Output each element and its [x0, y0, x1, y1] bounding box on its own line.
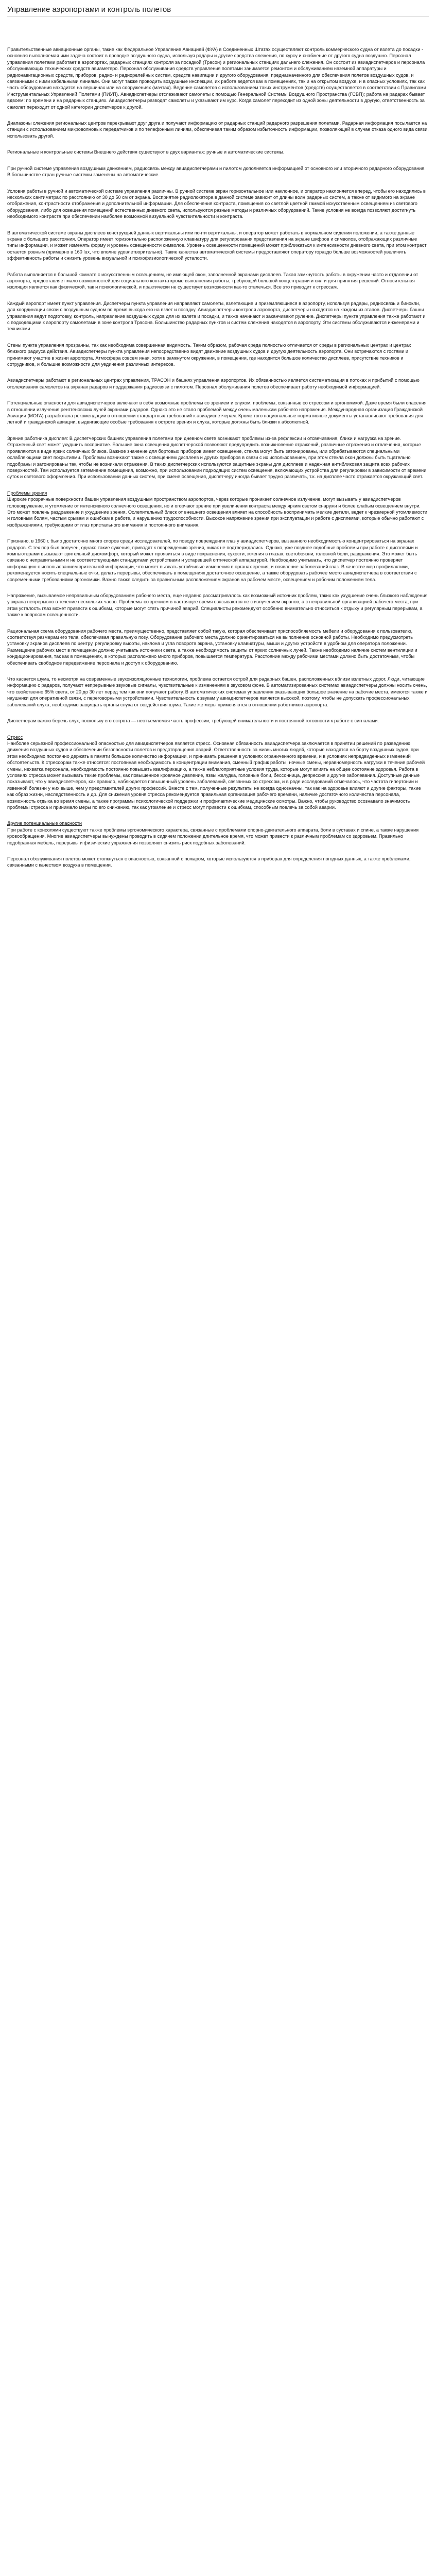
article-body [7, 19, 429, 869]
paragraph: Рациональная схема оборудования рабочего места, преимущественно, представляет собой такую, которая обеспечивает приспособляемость мебели и оборудования к пользователю, соответствуя размерам его тела, обеспечивая правильную позу. Оборудование рабочего места должно ориентироваться на выполнение основной работы. Необходимо предусмотреть установку экранов дисплеев по центру, регулировку высоты, наклона и угла поворота экрана, установку клавиатуры, мыши и других устройств в удобном для оператора положении. Размещение рабочих мест в помещении должно учитывать источники света, а также необходимость защиты от ярких солнечных лучей. Также необходимо наличие систем вентиляции и кондиционирования, так как в помещениях, в которых расположено много приборов, повышается температура. Расстояние между рабочими местами должно быть достаточным, чтобы обеспечивать свободное передвижение персонала и доступ к оборудованию. [7, 628, 417, 666]
paragraph: При работе с консолями существуют также проблемы эргономического характера, связанные с проблемами опорно-двигательного аппарата, боли в суставах и спине, а также нарушения кровообращения. Многие авиадиспетчеры вынуждены проводить в сидячем положении длительное время, что может привести к различным проблемам со здоровьем. Правильно подобранная мебель, перерывы и физические упражнения позволяют снизить риск подобных заболеваний. [7, 827, 419, 845]
paragraph: Стены пункта управления прозрачны, так как необходима совершенная видимость. Таким образом, рабочая среда полностью отличается от среды в региональных центрах и центрах близкого радиуса действия. Авиадиспетчеры пункта управления непосредственно видят движение воздушных судов и другую деятельность аэропорта. Они встречаются с гостями и принимают участие в жизни аэропорта. Атмосфера совсем иная, хотя в замкнутом окружении, в помещении, где находится большое количество дисплеев, присутствие техников и сотрудников, и большие возможности для уединения различных интересов. [7, 342, 411, 367]
paragraph: Диапазоны слежения региональных центров перекрывают друг друга и получают информацию от радарных станций радарного разрешения полетами. Радарная информация посылается на станции с использованием микроволновых передатчиков и по телефонным линиям, обеспечивая таким образом избыточность информации, позволяющей в случае отказа одного вида связи, использовать другой. [7, 121, 429, 139]
section-heading-other-hazards: Другие потенциальные опасности [7, 821, 82, 826]
page [0, 0, 436, 876]
section-heading-stress: Стресс [7, 734, 23, 740]
paragraph: Напряжение, вызываемое неправильным оборудованием рабочего места, еще недавно рассматривалось как возможный источник проблем, таких как ухудшение очень близкого наблюдения у экрана непрерывно в течение нескольких часов. Проблемы со зрением в настоящее время связываются не с излучением экранов, а с неправильной организацией рабочего места, при этом усталость глаз может привести к ошибкам, которые могут стать причиной аварий. Специалисты рекомендуют особенно внимательно относиться к отдыху и регулярным перерывам, а также к вопросам освещенности. [7, 593, 428, 618]
paragraph: Диспетчерам важно беречь слух, поскольку его острота — неотъемлемая часть профессии, требующей внимательности и постоянной готовности к работе с сигналами. [7, 718, 379, 724]
section-heading-vision: Проблемы зрения [7, 490, 47, 496]
paragraph: При ручной системе управления воздушным движением, радиосвязь между авиадиспетчерами и пилотом дополняется информацией от основного или вторичного радарного оборудования. В большинстве стран ручные системы заменены на автоматические. [7, 165, 426, 178]
paragraph: Признано, в 1960 г. было достаточно много споров среди исследователей, по поводу повреждения глаз у авиадиспетчеров, вызванного необходимостью концентрироваться на экранах радаров. С тех пор был получен, однако такие сужения, приводят к повреждению зрения, никак не подтверждались. Однако, уже позднее подобные проблемы при работе с дисплеями и компьютерами вызывают зрительный дискомфорт, который может проявиться в виде покраснения, сухости, жжения в глазах, светобоязни, головной боли, раздражения. Это может быть связано с неправильными и не соответствующими стандартами устройствами и устаревшей оптической аппаратурой. Необходимо учитывать, что диспетчер постоянно проверяет информацию с использованием зрительной информации, что может вызвать устойчивые изменения в органах зрения, и появление заболеваний глаз. В качестве мер профилактики, рекомендуется носить специальные очки, делать перерывы, обеспечивать в помещениях достаточное освещение, а также оборудовать рабочее место авиадиспетчера в соответствии с современными требованиями эргономики. Важно также следить за правильным расположением экранов на рабочем месте, освещением и рабочим положением тела. [7, 538, 418, 582]
paragraph: Правительственные авиационные органы, такие как Федеральное Управление Авиацией (ФУА) в Соединенных Штатах осуществляют контроль коммерческого судна от взлета до посадки - основная выполняемая ими задача состоит в проводке воздушного судна, используя радары и другие средства слежения, по курсу и снабжение от другого судна воздушно. Персонал управления полетами работает в аэропортах, радарных станциях контроля за посадкой (Трасон) и региональных станциях дальнего слежения. Он состоит из авиадиспетчеров и персонала обслуживающих технических средств авиаметеро. Персонал обслуживания средств управления полетами занимается ремонтом и обслуживанием наземной аппаратуры и радионавигационных средств, приборов, радио- и радиорелейных систем, средств навигации и другого оборудования, предназначенного для обеспечения полетов воздушных судов, и связанными с ними кабельными линиями. Они могут также проводить воздушные инспекции, их работа ведется как в помещениях, так и на открытом воздухе, и в опасных условиях, так как часть оборудования находится на вершинах или на сооружениях (мачтах). Ведение самолетов с использованием таких инструментов (средств) осуществляется в соответствии с Правилами Инструментальных Управлений Полетами (ПИУП). Авиадиспетчеры отслеживают самолеты с помощью Генеральной Системы Воздушного Пространства (ГСВП); работа на радарах бывает вдвоем: по времени и на радарных станциях. Авиадиспетчеры разводят самолеты и указывают им курс. Когда самолет переходит из одной зоны деятельности в другую, ответственность за самолет переходит от одной категории диспетчеров к другой. [7, 47, 426, 110]
paragraph: Персонал обслуживания полетов может столкнуться с опасностью, связанной с пожаром, которые используются в приборах для определения погодных данных, а также проблемами, связанными с качеством воздуха в помещении. [7, 856, 411, 868]
paragraph: Зрение работника дисплея: В диспетчерских башнях управления полетами при дневном свете возникают проблемы из-за рефлексии и отсвечивания, блики и нагрузка на зрение. Отраженный свет может ухудшить восприятие. Большие окна освещения диспетчерской позволяют предупредить возникновение отражений, различные отражения и отвлечения, которые проявляются в виде ярких солнечных бликов. Важное значение для бортовых приборов имеет освещение, стекла могут быть затонированы, или обрабатываются специальными ослабляющими свет покрытиями. Проблемы возникают также с освещением дисплеев и других приборов в связи с их использованием, при этом стекла окон должны быть тщательно подобраны и затонированы так, чтобы не возникали отражения. В таких диспетчерских используются защитные экраны для дисплеев и надежная антибликовая защита всех рабочих поверхностей. Там используется затемнение помещения, возможно, при использовании подходящих систем освещения, включающих устройства для регулировки в зависимости от времени суток и светового оформления. При использовании данных систем, при смене освещения, диспетчеру иногда бывает трудно различать, т.к. на дисплее часто отражается окружающий свет. [7, 435, 427, 480]
page-title: Управление аэропортами и контроль полетов [7, 5, 429, 17]
paragraph: Широкие прозрачные поверхности башен управления воздушным пространством аэропортов, через которые проникает солнечное излучение, могут вызывать у авиадиспетчеров головокружение, и утомление от интенсивного солнечного освещения, но и огорчают зрение при увеличении контраста между ярким светом снаружи и более слабым освещением внутри. Это может повлечь раздражение и ухудшение зрения. Ослепительный блеск от внешнего освещения влияет на способность воспринимать мелкие детали, ведет к чрезмерной утомляемости и головным болям, частым срывам и ошибкам в работе, и нарушению трудоспособности. Высокое напряжение зрения при эксплуатации и работе с дисплеями, которые обычно работают с изображениями, требующими от глаз пристального внимания и постоянного внимания. [7, 497, 428, 528]
paragraph: Потенциальные опасности для авиадиспетчеров включают в себя возможные проблемы со зрением и слухом, проблемы, связанные со стрессом и эргономикой. Даже время были опасения в отношении излучения рентгеновских лучей экранами радаров. Однако это не стало проблемой между очень маленьким рабочего напряжения. Международная организация Гражданской Авиации (МОГА) разработала рекомендации в отношении стандартных требований к авиадиспетчерам. Кроме того национальные нормативные документы устанавливают требования для летной и гражданской авиации, выдвигающие особые требования к остроте зрения и слуха, которые должны быть близки к абсолютной. [7, 400, 427, 425]
paragraph: Авиадиспетчеры работают в региональных центрах управления, ТРАСОН и башнях управления аэропортов. Их обязанностью является систематизация в потоках и прибытий с помощью отслеживания самолетов на экранах радаров и поддержания радиосвязи с пилотом. Персонал обслуживания полетов обеспечивает работу необходимой информацией. [7, 378, 420, 389]
paragraph: Что касается шума, то несмотря на современные звукоизоляционные технологии, проблема остается острой для радарных башен, расположенных вблизи взлетных дорог. Люди, читающие информацию с радаров, получают непрерывные звуковые сигналы, чувствительные к изменениям в звуковом фоне. В автоматизированных системах авиадиспетчеры должны носить очень, что свойственно 65% света, от 20 до 30 лет перед тем как они получают работу. В автоматических системах управления оказывающих большое значение на рабочие места, имеются также и наушники для оперативной связи, с переговорными устройствами. Чувствительность к звукам у авиадиспетчеров является высокой, поэтому, чтобы не допускать профессиональных заболеваний слуха, необходимо защищать органы слуха от воздействия шума. Такие же меры применяются в отношении работников аэропорта. [7, 676, 428, 707]
paragraph: Работа выполняется в большой комнате с искусственным освещением, не имеющей окон, заполненной экранами дисплеев. Такая замкнутость работы в окружении часто и отдалении от аэропорта, предоставляет мало возможностей для социального контакта кроме выполнения работы, требующей большой концентрации и сил и для принятия решений. Относительная изоляция является как физической, так и психологической, и практически не существует возможности как-то отвлечься. Все это приводит к стрессам. [7, 272, 418, 290]
paragraph: Условия работы в ручной и автоматической системе управления различны. В ручной системе экран горизонтальное или наклонное, и оператор наклоняется вперед, чтобы его находились в нескольких сантиметрах по расстоянию от 30 до 50 см от экрана. Восприятие радиолокатора в данной системе зависит от длины волн радарных систем, а также от видимого на экране отображения, контрастности отображения и дополнительной информации. Для обеспечения контраста, помещения со светлой цветной гаммой искусственным освещением из светового оборудования, либо для освещения помещений естественных дневного света, используются разные методы и различных оборудований. Такие условия не всегда позволяют достигнуть необходимого контраста при обеспечении наиболее возможной визуальной чувствительности и контраста. [7, 188, 426, 219]
paragraph: В автоматической системе экраны дисплеев конструкцией данных вертикальны или почти вертикальны, и оператор может работать в нормальном сидении положении, а также данные экрана с большего расстояния. Оператор имеет горизонтально расположенную клавиатуру для регулирования представления на экране шифров и символов, отображающих различные типы информации, и может изменять форму и уровень освещенности символов. Уровень освещенности помещений может приближаться к интенсивности дневного света, при этом контраст остается ровным (примерно в 160 lux, что вполне удовлетворительно). Такие качества автоматической системы предоставляют оператору гораздо больше возможностей увеличить эффективность работы и снизить уровень визуальной и психофизиологической усталости. [7, 230, 427, 261]
paragraph: Региональные и контрольные системы Внешнего действия существуют в двух вариантах: ручные и автоматические системы. [7, 149, 285, 155]
paragraph: Каждый аэропорт имеет пункт управления. Диспетчеры пункта управления направляют самолеты, взлетающие и приземляющиеся в аэропорту, используя радары, радиосвязь и бинокли, для координации связи с воздушным судном во время выхода его на взлет и посадку. Авиадиспетчеры контроля аэропорта, диспетчеры находятся на каждом из этапов. Диспетчеры башни управления ведут подготовку, контроль, направление воздушных судов для их взлета и посадки, и также начинают и заканчивают руление. Диспетчеры пункта управления также работают и с подходящими к аэропорту самолетами в зоне контроля Трасона. Большинство радарных пунктов и систем слежения находятся в аэропорту. Эти системы обслуживаются инженерами и техниками. [7, 300, 426, 332]
paragraph: Наиболее серьезной профессиональной опасностью для авиадиспетчеров является стресс. Основная обязанность авиадиспетчера заключается в принятии решений по разведению движения воздушных судов и обеспечении безопасности полетов и предотвращения аварий. Ответственность за жизнь многих людей, которые находятся на борту воздушных судов, при этом необходимо постоянно держать в памяти большое количество информации, и принимать решения в условиях ограниченного времени, и в условиях непредвиденных изменений обстоятельств. К стрессорам также относятся: постоянная необходимость в концентрации внимания, сменный график работы, ночные смены, неравномерность нагрузки в течение рабочей смены, нехватка персонала, необходимость постоянно повышать квалификацию, а также неблагоприятные условия труда, которые могут влиять на общее состояние здоровья. Работа в условиях стресса может вызывать такие проблемы, как повышенное кровяное давление, язвы желудка, головные боли, бессонница, депрессия и другие заболевания. Доступные данные показывают, что у авиадиспетчеров, как правило, наблюдается повышенный уровень заболеваний, связанных со стрессом, и в ряде исследований отмечалось, что частота гипертонии и язвенной болезни у них выше, чем у представителей других профессий. Вместе с тем, полученные результаты не всегда однозначны, так как на здоровье влияют и другие факторы, такие как образ жизни, наследственность и др. Для снижения уровня стресса рекомендуется правильная организация рабочего времени, наличие достаточного количества персонала, возможность отдыха во время смены, а также программы психологической поддержки и профилактические медицинские осмотры. Важно, чтобы руководство осознавало значимость проблемы стресса и принимало меры по его снижению, так как утомление и стресс могут привести к ошибкам, способным повлечь за собой аварии. [7, 740, 425, 810]
